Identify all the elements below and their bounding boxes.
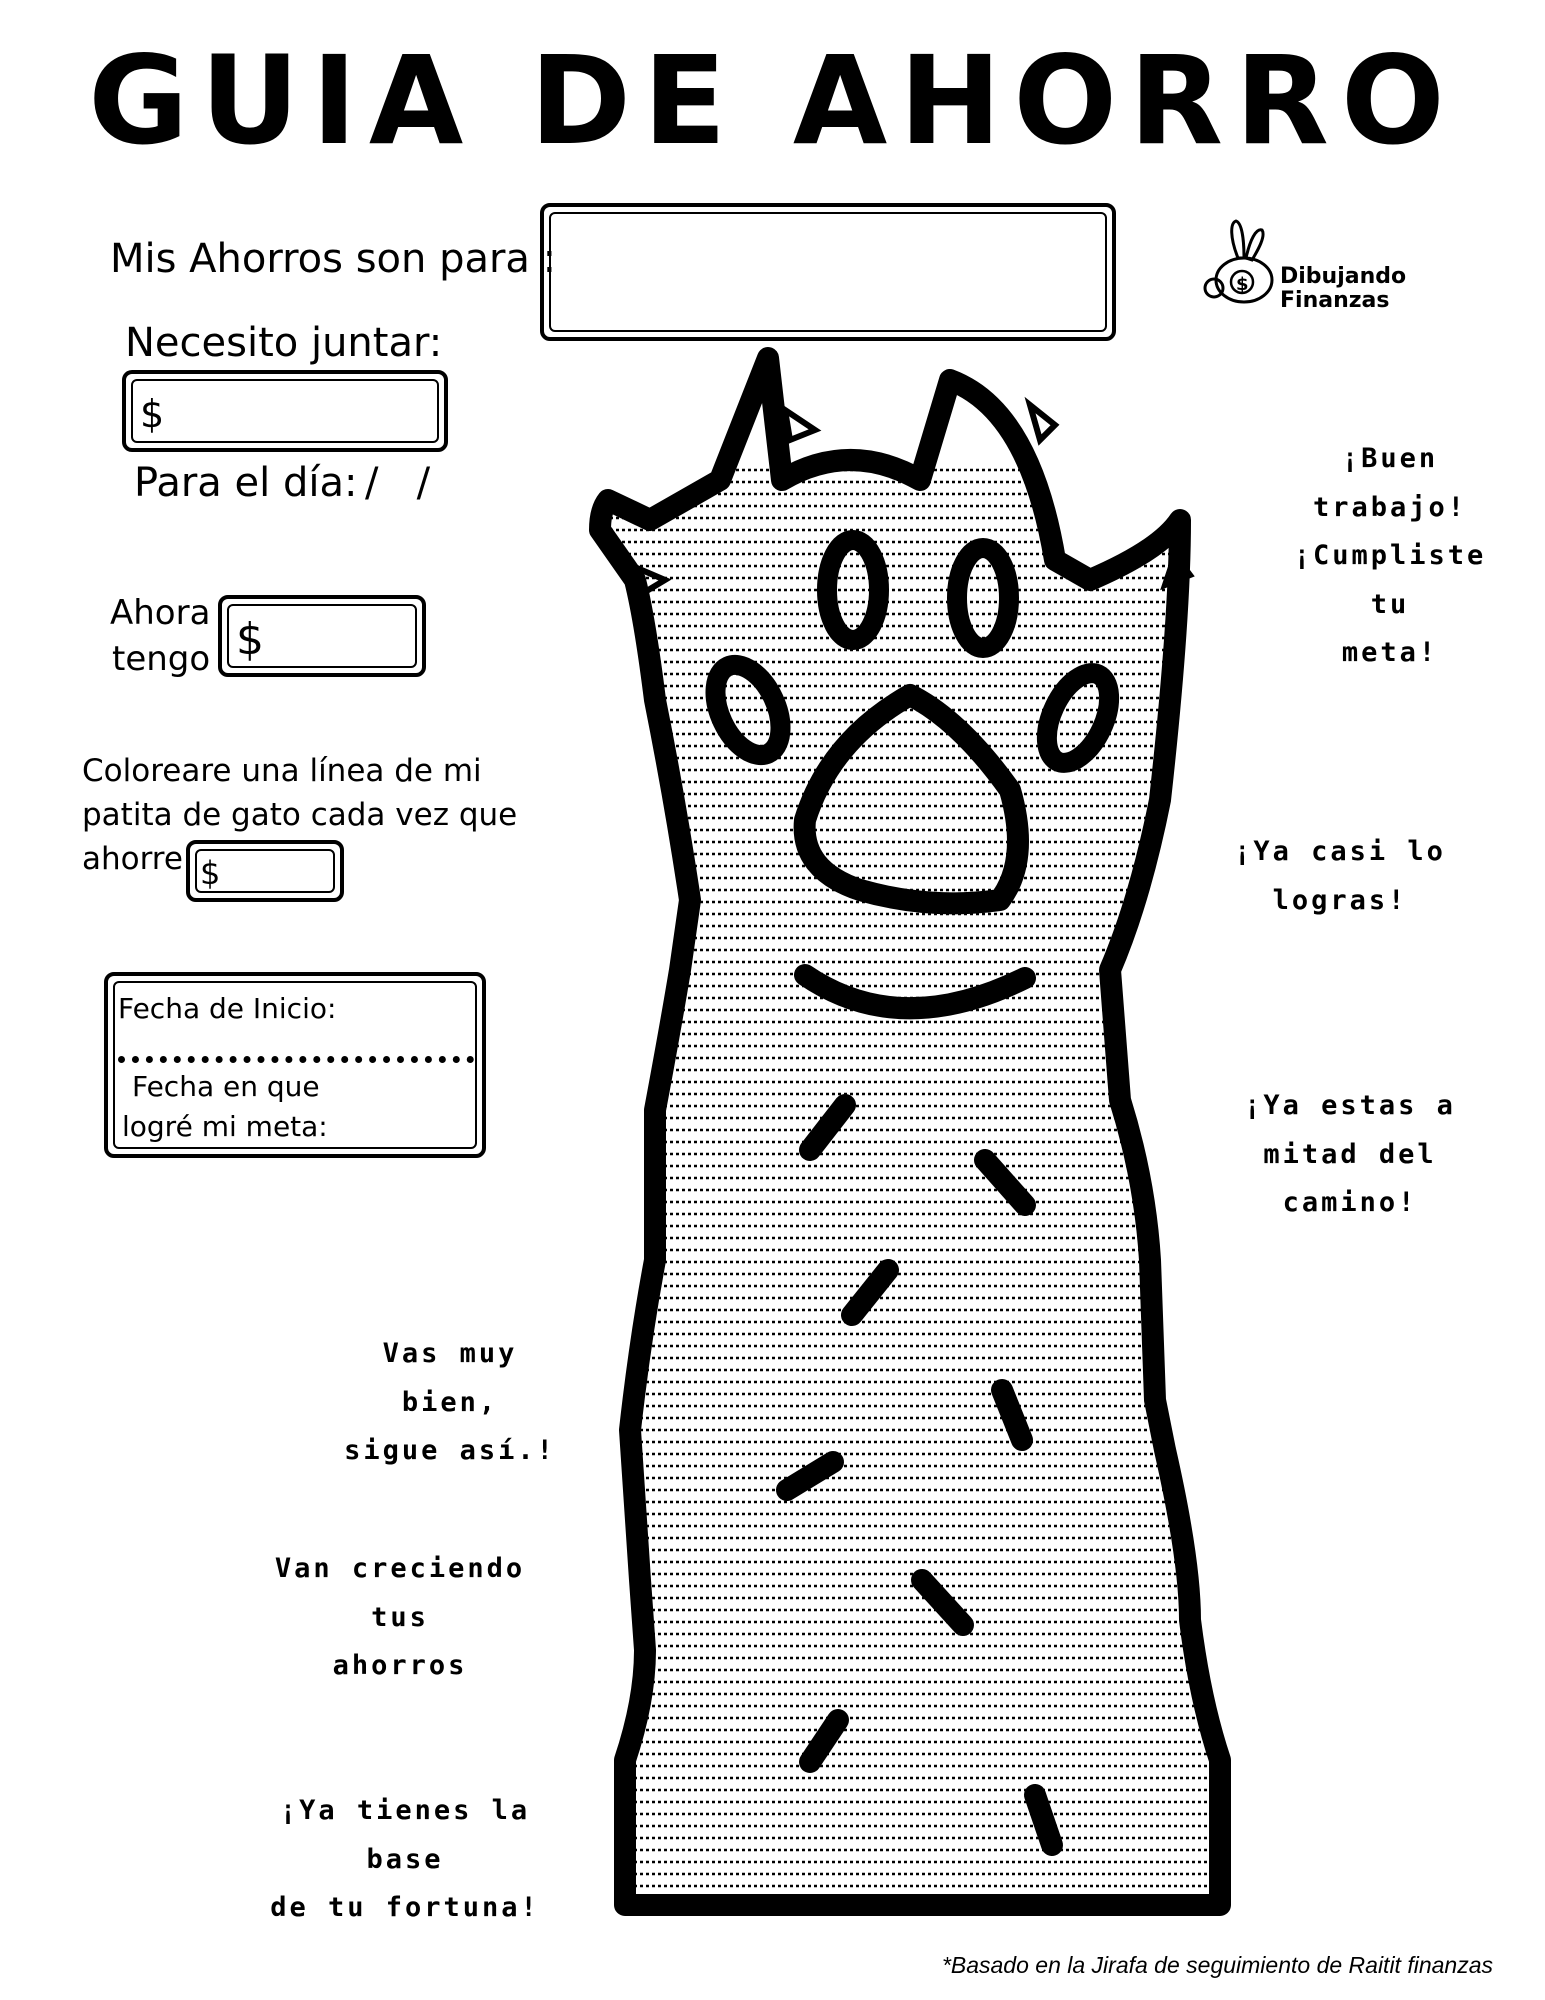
logo-text-2: Finanzas	[1280, 288, 1390, 313]
date-slashes[interactable]: / /	[365, 460, 431, 506]
ahora-label: Ahora	[110, 593, 211, 633]
fecha-inicio-label: Fecha de Inicio:	[118, 992, 337, 1025]
milestone-line: meta!	[1341, 637, 1439, 669]
credit-note: *Basado en la Jirafa de seguimiento de Raitit finanzas	[941, 1952, 1493, 1978]
necesito-juntar-label: Necesito juntar:	[125, 320, 443, 366]
milestone-base	[255, 1787, 555, 1933]
logo-text-1: Dibujando	[1280, 264, 1407, 289]
colorear-line-2: patita de gato cada vez que	[82, 797, 518, 833]
milestone-line: ¡Ya estas a	[1244, 1090, 1456, 1121]
milestone-casi	[1230, 828, 1450, 925]
tengo-label: tengo	[112, 639, 211, 679]
currency-symbol: $	[140, 392, 165, 436]
page-title: GUIA DE AHORRO	[88, 30, 1457, 172]
milestone-mitad	[1240, 1082, 1460, 1228]
milestone-line: Vas muy bien,	[382, 1338, 518, 1418]
fecha-meta-label-1: Fecha en que	[132, 1070, 320, 1103]
milestone-line: trabajo!	[1312, 491, 1468, 523]
milestone-line: ¡Ya tienes la base	[279, 1795, 531, 1875]
milestone-creciendo	[260, 1545, 540, 1691]
milestone-line: ¡Ya casi lo	[1234, 836, 1446, 867]
milestone-line: ¡Cumpliste tu	[1293, 540, 1487, 620]
milestone-line: ahorros	[332, 1650, 468, 1682]
colorear-line-3: ahorre	[82, 841, 183, 877]
milestone-line: ¡Buen	[1341, 443, 1439, 474]
currency-symbol: $	[200, 854, 221, 892]
mis-ahorros-label: Mis Ahorros son para :	[110, 236, 557, 282]
milestone-line: sigue así.!	[344, 1435, 556, 1467]
milestone-line: Van creciendo tus	[274, 1553, 526, 1633]
milestone-muy-bien	[330, 1330, 570, 1476]
currency-symbol: $	[236, 614, 264, 665]
milestone-line: de tu fortuna!	[270, 1892, 540, 1924]
svg-text:$: $	[1236, 274, 1249, 295]
milestone-buen-trabajo	[1270, 435, 1510, 678]
milestone-line: mitad del	[1263, 1138, 1437, 1170]
milestone-line: logras!	[1272, 884, 1408, 916]
milestone-line: camino!	[1282, 1187, 1418, 1219]
fecha-meta-label-2: logré mi meta:	[122, 1110, 328, 1143]
colorear-line-1: Coloreare una línea de mi	[82, 753, 482, 789]
para-el-dia-label: Para el día:	[134, 460, 358, 506]
